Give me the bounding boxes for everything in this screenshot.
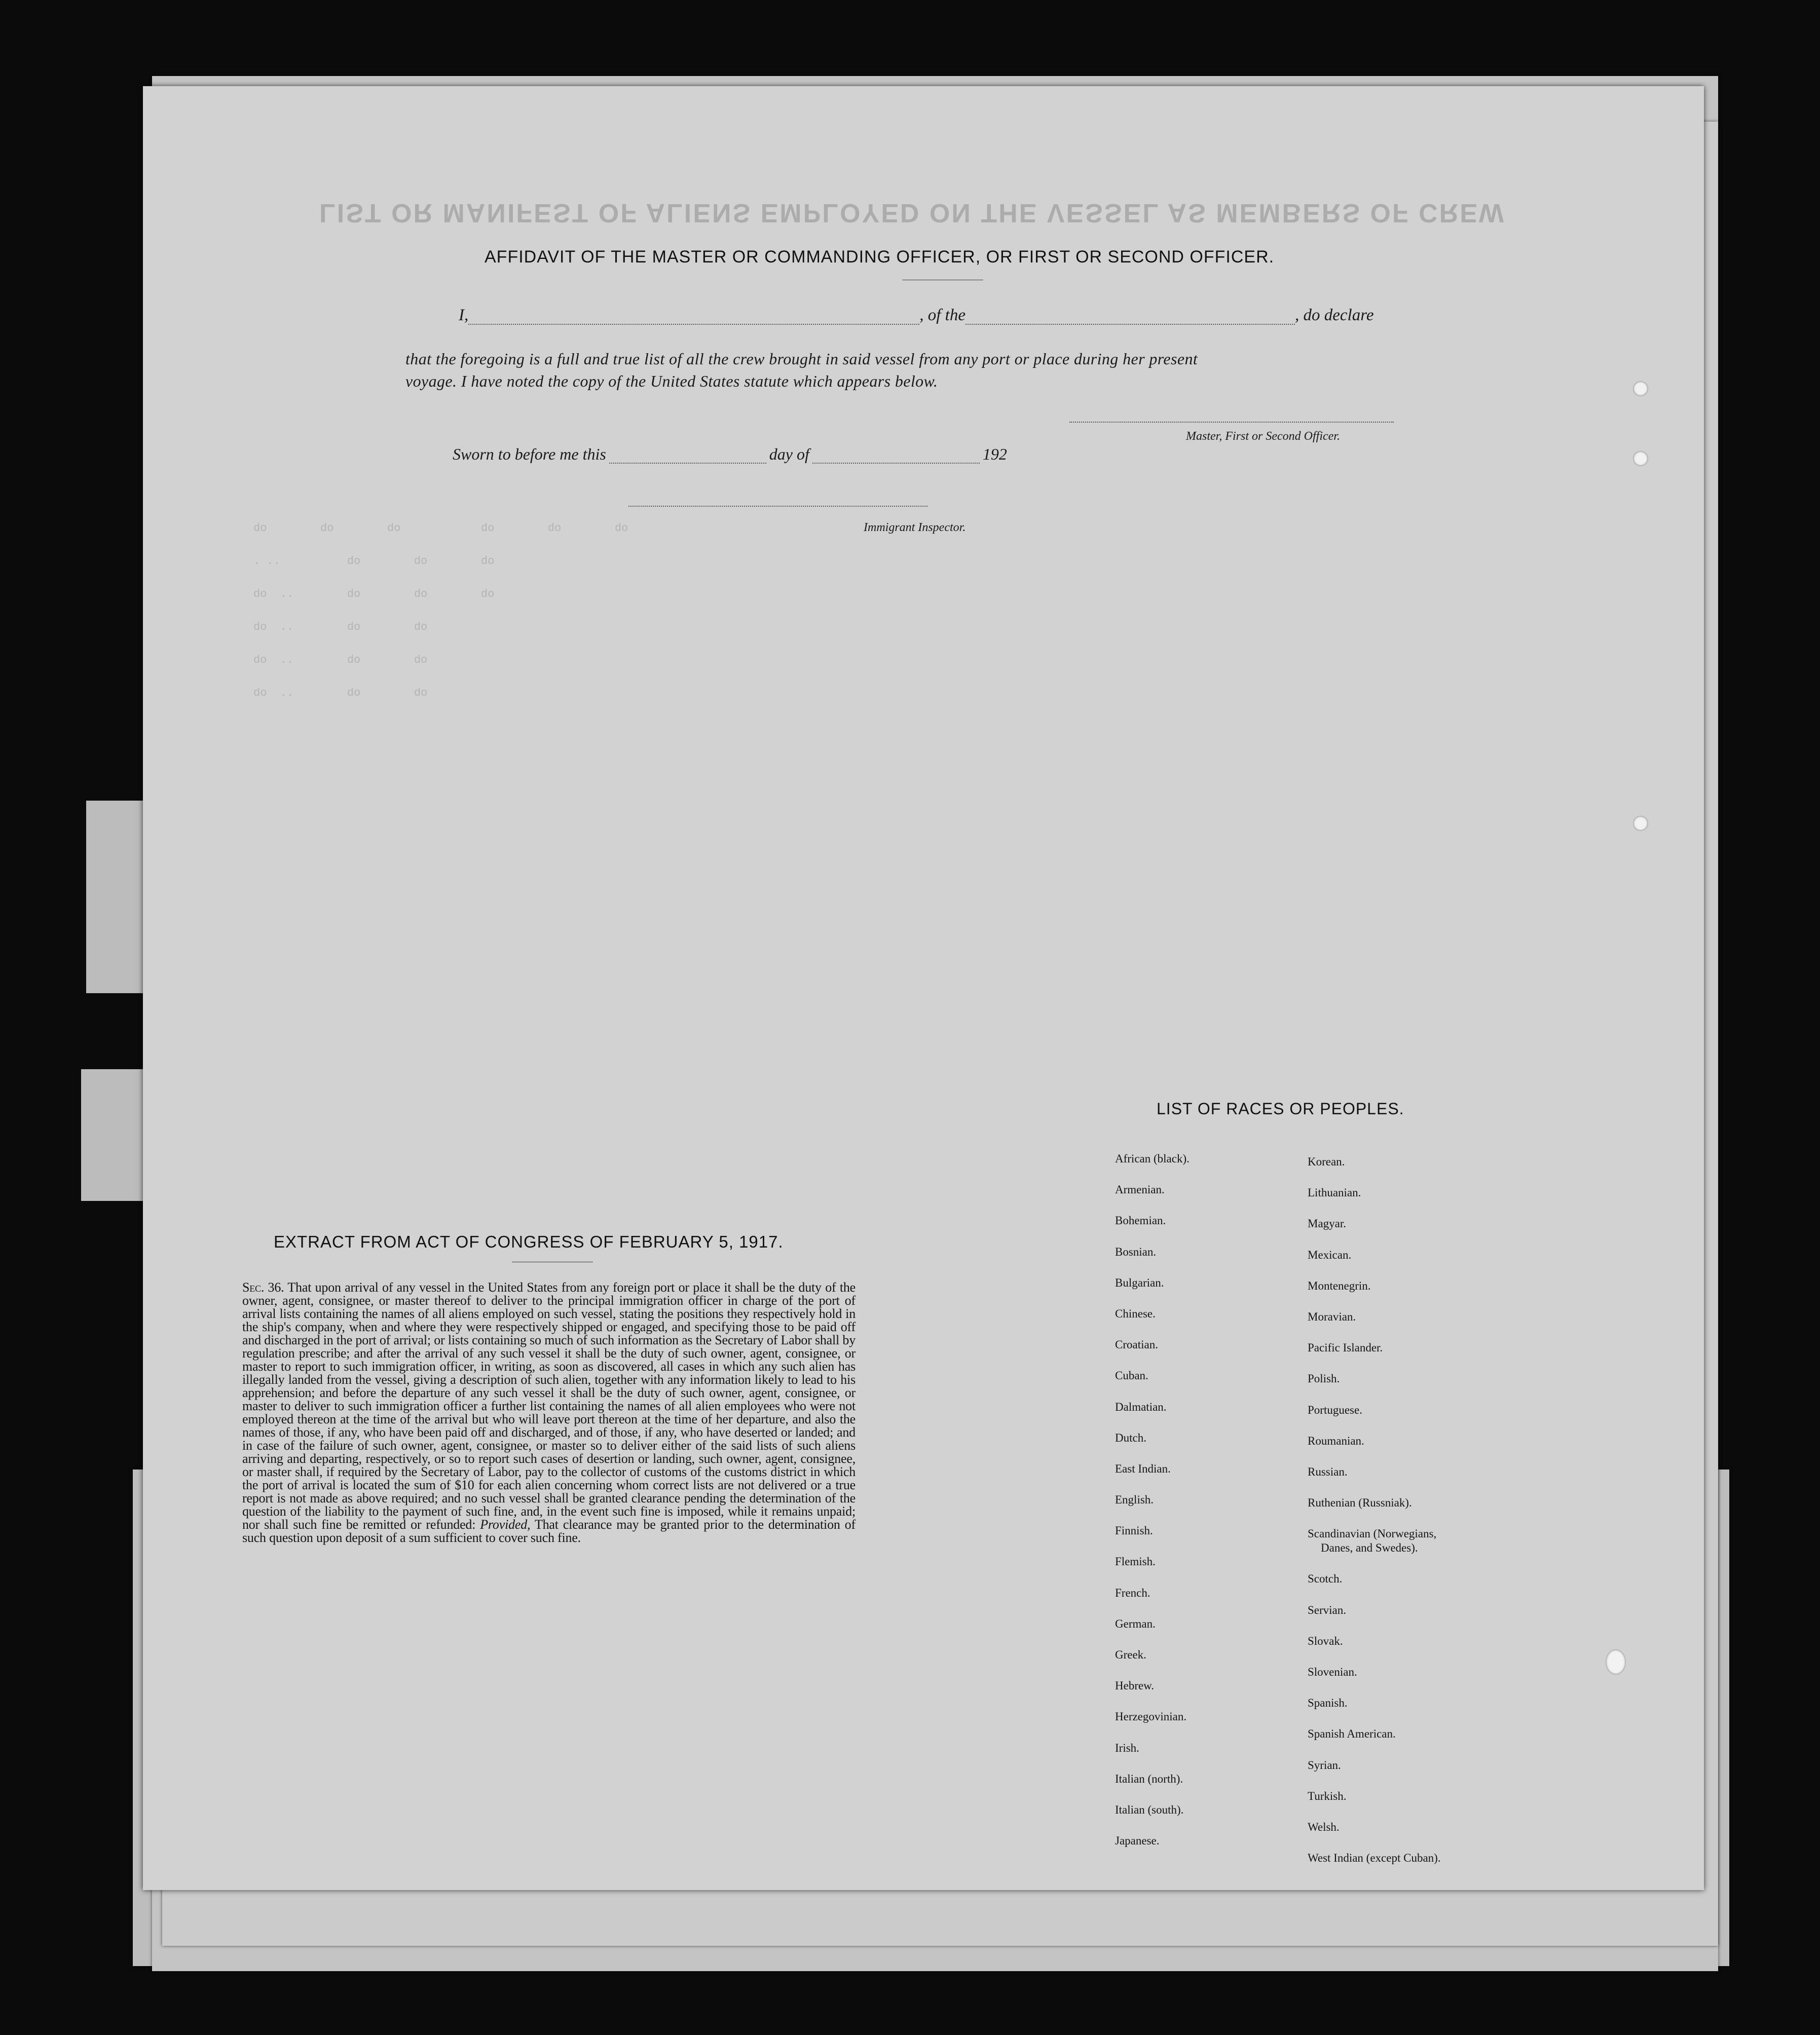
affidavit-title: AFFIDAVIT OF THE MASTER OR COMMANDING OFFICER, OR FIRST OR SECOND OFFICER. <box>485 247 1275 267</box>
race-entry: Polish. <box>1308 1372 1340 1385</box>
race-entry: Portuguese. <box>1308 1403 1362 1416</box>
race-entry: Japanese. <box>1115 1834 1160 1848</box>
race-entry: Danes, and Swedes). <box>1321 1541 1418 1555</box>
race-entry: French. <box>1115 1586 1150 1599</box>
races-title: LIST OF RACES OR PEOPLES. <box>1157 1100 1404 1118</box>
sworn-label: Sworn to before me this <box>453 445 606 463</box>
race-entry: Spanish American. <box>1308 1727 1396 1741</box>
race-entry: Slovak. <box>1308 1634 1343 1647</box>
race-entry: Mexican. <box>1308 1248 1352 1261</box>
declaration-line-3: voyage. I have noted the copy of the United States statute which appears below. <box>405 372 938 390</box>
race-entry: African (black). <box>1115 1152 1190 1165</box>
race-entry: Herzegovinian. <box>1115 1710 1187 1723</box>
race-entry: Bosnian. <box>1115 1245 1157 1258</box>
master-signature-caption: Master, First or Second Officer. <box>1186 430 1340 443</box>
race-entry: Servian. <box>1308 1603 1347 1616</box>
race-entry: Scandinavian (Norwegians, <box>1308 1527 1437 1540</box>
race-entry: Dutch. <box>1115 1431 1146 1444</box>
inspector-signature-line <box>628 506 927 507</box>
race-entry: German. <box>1115 1617 1156 1630</box>
month-blank <box>812 463 980 464</box>
year-label: 192 <box>982 445 1007 463</box>
race-entry: Ruthenian (Russniak). <box>1308 1496 1412 1510</box>
race-entry: Scotch. <box>1308 1572 1343 1586</box>
provided-label: Provided, <box>480 1517 531 1532</box>
race-entry: Bohemian. <box>1115 1214 1166 1227</box>
vessel-blank <box>965 324 1295 325</box>
statute-body-part2: That clearance may be granted prior to the determination of such question upon deposit of a sum sufficient to cover such fine. <box>242 1517 856 1545</box>
races-column-1 <box>1115 1152 1190 1865</box>
race-entry: Chinese. <box>1115 1307 1156 1320</box>
race-entry: Russian. <box>1308 1465 1348 1478</box>
race-entry: Pacific Islander. <box>1308 1341 1383 1354</box>
race-entry: Italian (south). <box>1115 1803 1184 1816</box>
punch-hole <box>1633 381 1648 396</box>
race-entry: East Indian. <box>1115 1462 1171 1475</box>
race-entry: Cuban. <box>1115 1369 1148 1382</box>
race-entry: Flemish. <box>1115 1555 1156 1568</box>
race-entry: Welsh. <box>1308 1820 1340 1833</box>
sworn-line <box>453 445 1007 464</box>
race-entry: Dalmatian. <box>1115 1400 1167 1413</box>
race-entry: Turkish. <box>1308 1789 1347 1802</box>
race-entry: Moravian. <box>1308 1310 1356 1323</box>
bleed-through-header: LIST OR MANIFEST OF ALIENS EMPLOYED ON THE VESSEL AS MEMBERS OF CREW <box>319 198 1505 228</box>
do-declare-label: , do declare <box>1294 306 1374 324</box>
torn-edge-fragment <box>81 1069 147 1201</box>
race-entry: Korean. <box>1308 1155 1345 1168</box>
race-entry: English. <box>1115 1493 1154 1506</box>
statute-body-part1: That upon arrival of any vessel in the United States from any foreign port or place it shall be the duty of the owner, agent, consignee, or master thereof to deliver to the principal immigration officer in charge of the port of arrival lists containing the names of all aliens employed on such vessel, stating the positions they respectively hold in the ship's company, when and where they were respectively shipped or engaged, and specifying those to be paid off and discharged in the port of arrival; or lists containing so much of such information as the Secretary of Labor shall by regulation prescribe; and after the arrival of any such vessel it shall be the duty of such owner, agent, consignee, or master to report to such immigration officer, in writing, as soon as discovered, all cases in which any such alien has illegally landed from the vessel, giving a description of such alien, together with any information likely to lead to his apprehension; and before the departure of any such vessel it shall be the duty of such owner, agent, consignee, or master to deliver to such immigration officer a further list containing the names of all alien employees who were not employed thereon at the time of the arrival but who will leave port thereon at the time of her departure, and also the names of those, if any, who have been paid off and discharged, and of those, if any, who have deserted or landed; and in case of the failure of such owner, agent, consignee, or master so to deliver either of the said lists of such aliens arriving and departing, respectively, or so to report such cases of desertion or landing, such owner, agent, consignee, or master shall, if required by the Secretary of Labor, pay to the collector of customs of the customs district in which the port of arrival is located the sum of $10 for each alien concerning whom correct lists are not delivered or a true report is not made as above required; and no such vessel shall be granted clearance pending the determination of the question of the liability to the payment of such fine, and, in the event such fine is imposed, while it remains unpaid; nor shall such fine be remitted or refunded: <box>242 1280 856 1532</box>
race-entry: Magyar. <box>1308 1217 1347 1230</box>
race-entry: Irish. <box>1115 1741 1139 1754</box>
declaration-line-2: that the foregoing is a full and true list of all the crew brought in said vessel from any port or place during her present <box>405 350 1198 368</box>
punch-hole <box>1606 1649 1626 1675</box>
race-entry: Croatian. <box>1115 1338 1158 1351</box>
punch-hole <box>1633 451 1648 466</box>
master-signature-line <box>1069 422 1394 423</box>
race-entry: Syrian. <box>1308 1758 1341 1772</box>
punch-hole <box>1633 816 1648 831</box>
races-column-2 <box>1308 1155 1441 1882</box>
race-entry: Montenegrin. <box>1308 1279 1371 1292</box>
race-entry: Spanish. <box>1308 1697 1348 1710</box>
extract-title: EXTRACT FROM ACT OF CONGRESS OF FEBRUARY 5, 1917. <box>274 1232 784 1251</box>
race-entry: Greek. <box>1115 1648 1146 1661</box>
name-blank <box>468 324 919 325</box>
i-label: I, <box>459 306 469 324</box>
section-label: Sec. 36. <box>242 1280 284 1295</box>
statute-text <box>242 1281 856 1544</box>
day-blank <box>609 463 766 464</box>
declaration-line-1 <box>459 306 1373 325</box>
race-entry: Italian (north). <box>1115 1772 1183 1785</box>
race-entry: Lithuanian. <box>1308 1186 1361 1199</box>
torn-edge-fragment <box>86 801 147 993</box>
race-entry: Finnish. <box>1115 1524 1153 1537</box>
race-entry: Bulgarian. <box>1115 1276 1164 1289</box>
inspector-caption: Immigrant Inspector. <box>864 521 966 534</box>
race-entry: Slovenian. <box>1308 1666 1357 1678</box>
bleed-through-marks: do do do do do do . .. do do do do .. do do do do .. do do do .. do do do .. do do <box>253 522 628 699</box>
day-of-label: day of <box>769 445 809 463</box>
of-the-label: , of the <box>919 306 965 324</box>
race-entry: Roumanian. <box>1308 1434 1364 1447</box>
race-entry: Armenian. <box>1115 1183 1165 1196</box>
race-entry: Hebrew. <box>1115 1679 1155 1692</box>
race-entry: West Indian (except Cuban). <box>1308 1852 1441 1865</box>
